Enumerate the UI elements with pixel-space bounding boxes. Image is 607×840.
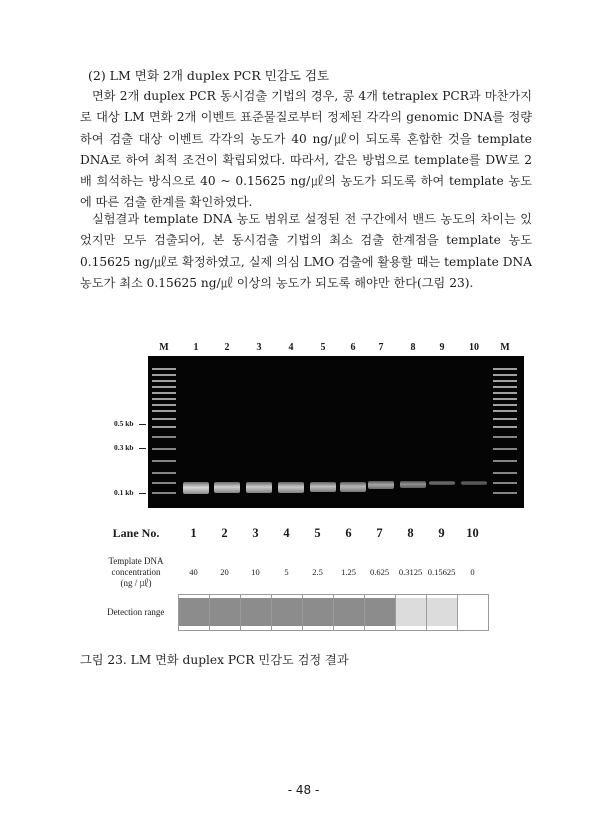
lane-number: 2 bbox=[221, 525, 228, 540]
marker-band bbox=[152, 418, 176, 420]
detection-cell bbox=[426, 594, 457, 630]
detection-fill bbox=[272, 598, 302, 626]
sample-band bbox=[246, 482, 272, 493]
marker-band bbox=[493, 374, 517, 376]
marker-band bbox=[493, 482, 517, 484]
detection-cell bbox=[333, 594, 364, 630]
sample-band bbox=[368, 481, 394, 489]
size-marker-tick bbox=[139, 493, 146, 494]
detection-fill bbox=[334, 598, 364, 626]
concentration-value: 20 bbox=[220, 566, 229, 577]
marker-band bbox=[152, 386, 176, 388]
concentration-header bbox=[94, 550, 178, 594]
concentration-value: 0.625 bbox=[369, 566, 390, 577]
gel-lane-label: 10 bbox=[469, 342, 479, 353]
detection-cell bbox=[209, 594, 240, 630]
concentration-header-line: Template DNA bbox=[108, 555, 164, 566]
detection-fill bbox=[210, 598, 240, 626]
marker-band bbox=[152, 392, 176, 394]
concentration-value: 10 bbox=[251, 566, 260, 577]
marker-band bbox=[152, 410, 176, 412]
marker-band bbox=[493, 386, 517, 388]
marker-band bbox=[152, 482, 176, 484]
gel-lane-label: 4 bbox=[288, 342, 294, 353]
size-marker-label: 0.3 kb bbox=[114, 443, 134, 452]
gel-lane-labels bbox=[148, 342, 524, 356]
gel-image bbox=[148, 356, 524, 508]
size-marker-tick bbox=[139, 424, 146, 425]
concentration-header-line: (ng / ㎕) bbox=[120, 577, 152, 588]
marker-band bbox=[493, 410, 517, 412]
page-number: - 48 - bbox=[287, 783, 320, 797]
concentration-value: 0.15625 bbox=[427, 566, 456, 577]
lane-number: 5 bbox=[314, 525, 321, 540]
concentration-value: 0 bbox=[470, 566, 475, 577]
marker-band bbox=[493, 492, 517, 494]
lane-number: 9 bbox=[438, 525, 445, 540]
marker-band bbox=[493, 436, 517, 438]
gel-lane-label: M bbox=[500, 342, 510, 353]
gel-lane-label: 7 bbox=[378, 342, 384, 353]
sample-band bbox=[310, 482, 336, 492]
detection-fill bbox=[179, 598, 209, 626]
lane-number: 1 bbox=[190, 525, 197, 540]
detection-fill bbox=[303, 598, 333, 626]
detection-fill bbox=[427, 598, 457, 626]
marker-band bbox=[493, 460, 517, 462]
lane-number: 8 bbox=[407, 525, 414, 540]
sample-band bbox=[461, 481, 487, 485]
size-marker-label: 0.5 kb bbox=[114, 419, 134, 428]
sample-band bbox=[183, 482, 209, 494]
detection-cell bbox=[178, 594, 209, 630]
detection-fill bbox=[396, 598, 426, 626]
gel-lane-label: 9 bbox=[439, 342, 445, 353]
marker-band bbox=[493, 418, 517, 420]
figure-caption: 그림 23. LM 면화 duplex PCR 민감도 검정 결과 bbox=[80, 653, 349, 667]
marker-band bbox=[493, 380, 517, 382]
lane-number: 7 bbox=[376, 525, 383, 540]
lane-number: 3 bbox=[252, 525, 259, 540]
gel-lane-label: 6 bbox=[350, 342, 356, 353]
concentration-value: 5 bbox=[284, 566, 289, 577]
marker-band bbox=[152, 472, 176, 474]
marker-band bbox=[493, 448, 517, 450]
detection-range-header: Detection range bbox=[107, 607, 165, 617]
sample-band bbox=[429, 481, 455, 485]
sample-band bbox=[214, 482, 240, 493]
detection-cell bbox=[302, 594, 333, 630]
marker-band bbox=[152, 398, 176, 400]
marker-band bbox=[152, 448, 176, 450]
lane-number: 4 bbox=[283, 525, 290, 540]
concentration-value: 1.25 bbox=[341, 566, 356, 577]
sample-band bbox=[278, 482, 304, 493]
gel-lane-label: 2 bbox=[224, 342, 230, 353]
marker-band bbox=[152, 436, 176, 438]
lane-number: 6 bbox=[345, 525, 352, 540]
detection-fill bbox=[365, 598, 395, 626]
detection-cell bbox=[271, 594, 302, 630]
gel-lane-label: 3 bbox=[256, 342, 262, 353]
marker-band bbox=[493, 398, 517, 400]
marker-band bbox=[493, 404, 517, 406]
sample-band bbox=[340, 482, 366, 492]
detection-cell bbox=[395, 594, 426, 630]
size-marker-tick bbox=[139, 448, 146, 449]
marker-band bbox=[152, 492, 176, 494]
detection-cell bbox=[364, 594, 395, 630]
detection-cell bbox=[457, 594, 488, 630]
concentration-value: 0.3125 bbox=[398, 566, 423, 577]
marker-band bbox=[152, 368, 176, 370]
marker-band bbox=[152, 404, 176, 406]
gel-lane-label: 8 bbox=[410, 342, 416, 353]
lane-header: Lane No. bbox=[112, 525, 160, 540]
gel-lane-label: 1 bbox=[193, 342, 199, 353]
detection-fill bbox=[458, 598, 488, 626]
marker-band bbox=[493, 472, 517, 474]
marker-band bbox=[152, 460, 176, 462]
detection-cell bbox=[240, 594, 271, 630]
concentration-header-line: concentration bbox=[111, 566, 161, 577]
concentration-value: 2.5 bbox=[312, 566, 323, 577]
sample-band bbox=[400, 481, 426, 488]
marker-band bbox=[152, 426, 176, 428]
gel-lane-label: 5 bbox=[320, 342, 326, 353]
gel-lane-label: M bbox=[159, 342, 169, 353]
body-paragraph-1: 면화 2개 duplex PCR 동시검출 기법의 경우, 콩 4개 tetraplex PCR과 마찬가지로 대상 LM 면화 2개 이벤트 표준물질로부터 정제된 각각의 genomic DNA를 정량하여 검출 대상 이벤트 각각의 농도가 40 ng/㎕이 되도록 혼합한 것을 template DNA로 하여 최적 조건이 확립되었다. 따라서, 같은 방법으로 template를 DW로 2배 희석하는 방식으로 40 ~ 0.15625 ng/㎕의 농도가 되도록 하여 template 농도에 따른 검출 한계를 확인하였다. bbox=[80, 89, 532, 210]
marker-band bbox=[493, 368, 517, 370]
body-paragraph-2: 실험결과 template DNA 농도 범위로 설정된 전 구간에서 밴드 농도의 차이는 있었지만 모두 검출되어, 본 동시검출 기법의 최소 검출 한계점을 template 농도 0.15625 ng/㎕로 확정하였고, 실제 의심 LMO 검출에 활용할 때는 template DNA 농도가 최소 0.15625 ng/㎕ 이상의 농도가 되도록 해야만 한다(그림 23). bbox=[80, 212, 532, 290]
concentration-value: 40 bbox=[189, 566, 198, 577]
sensitivity-table bbox=[94, 516, 489, 631]
marker-band bbox=[152, 374, 176, 376]
marker-band bbox=[493, 426, 517, 428]
detection-fill bbox=[241, 598, 271, 626]
size-marker-label: 0.1 kb bbox=[114, 488, 134, 497]
marker-band bbox=[152, 380, 176, 382]
lane-number: 10 bbox=[466, 525, 479, 540]
section-heading: (2) LM 면화 2개 duplex PCR 민감도 검토 bbox=[88, 68, 330, 83]
marker-band bbox=[493, 392, 517, 394]
